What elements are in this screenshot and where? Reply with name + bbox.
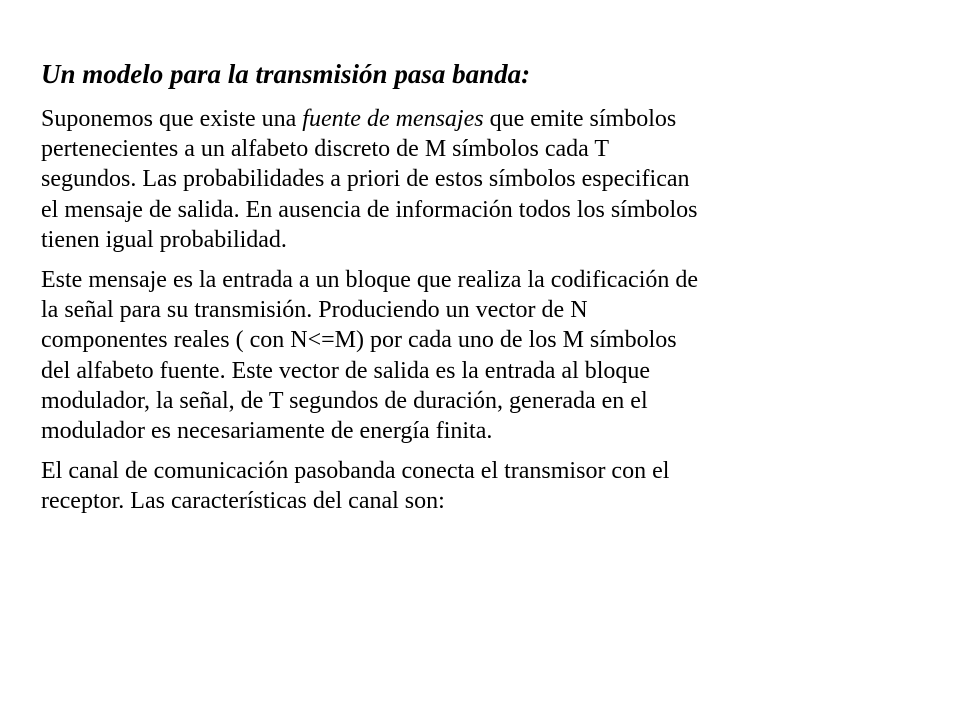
paragraph-2-line-5: modulador, la señal, de T segundos de duración, generada en el [41,387,648,414]
line-text: que emite símbolos [483,106,677,132]
paragraph-1-line-2: pertenecientes a un alfabeto discreto de M símbolos cada T [41,136,610,163]
paragraph-2-line-3: componentes reales ( con N<=M) por cada uno de los M símbolos [41,327,677,354]
line-text: Suponemos que existe una [41,106,303,132]
paragraph-3-line-2: receptor. Las características del canal son: [41,488,445,515]
paragraph-1-line-4: el mensaje de salida. En ausencia de información todos los símbolos [41,196,698,223]
paragraph-3 [41,456,921,516]
slide-content [41,54,921,527]
paragraph-2-line-1: Este mensaje es la entrada a un bloque que realiza la codificación de [41,267,699,294]
slide-title: Un modelo para la transmisión pasa banda: [41,59,531,89]
paragraph-1-line-1 [41,104,921,134]
paragraph-3-line-1: El canal de comunicación pasobanda conecta el transmisor con el [41,458,670,485]
emphasized-term: fuente de mensajes [302,106,484,132]
paragraph-2-line-6: modulador es necesariamente de energía finita. [41,418,493,445]
paragraph-2-line-4: del alfabeto fuente. Este vector de salida es la entrada al bloque [41,357,651,384]
paragraph-2 [41,265,921,446]
paragraph-1-line-3: segundos. Las probabilidades a priori de estos símbolos especifican [41,166,690,193]
paragraph-1-line-5: tienen igual probabilidad. [41,226,287,253]
paragraph-2-line-2: la señal para su transmisión. Produciendo un vector de N [41,297,588,324]
paragraph-1 [41,104,921,255]
